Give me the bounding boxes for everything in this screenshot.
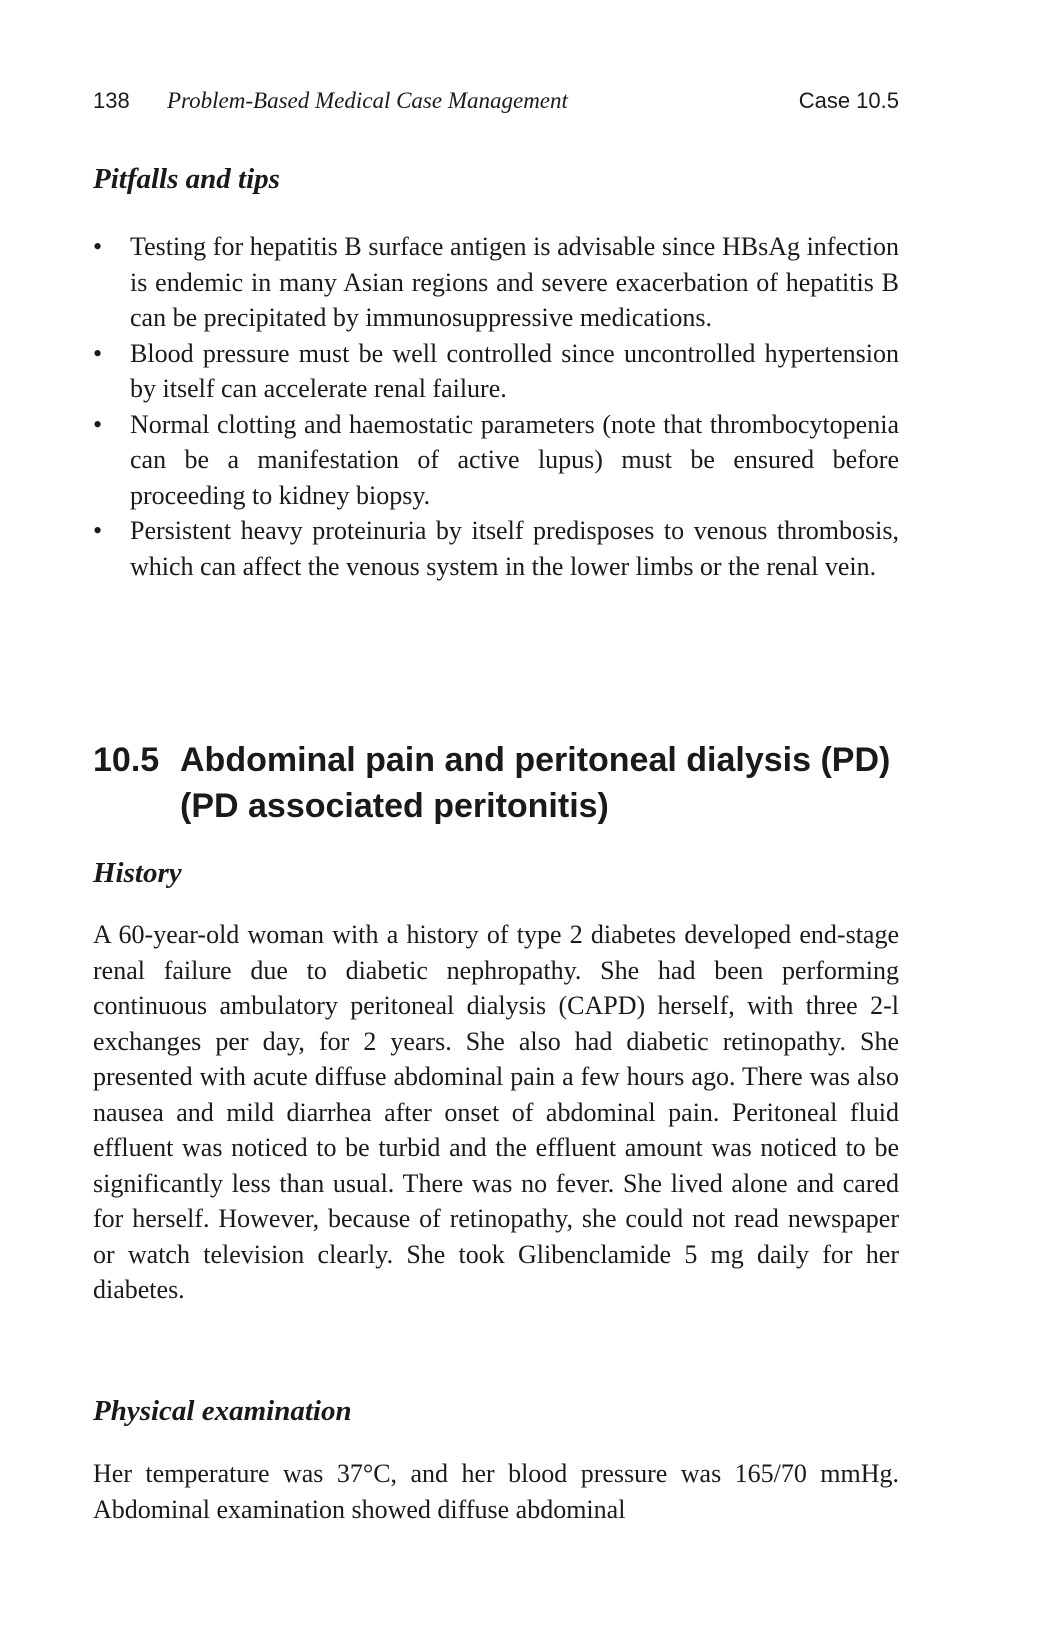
physical-exam-heading: Physical examination (93, 1395, 352, 1427)
case-label: Case 10.5 (798, 88, 899, 113)
pitfall-item (93, 336, 899, 407)
bullet-icon: • (93, 232, 103, 261)
pitfall-item (93, 407, 899, 514)
pitfalls-list (93, 229, 899, 584)
pitfall-text: Blood pressure must be well controlled since uncontrolled hypertension by itself can accelerate renal failure. (130, 338, 899, 403)
pitfall-item (93, 229, 899, 336)
pitfall-item (93, 513, 899, 584)
history-heading: History (93, 857, 182, 889)
bullet-icon: • (93, 338, 103, 368)
pitfall-text: Persistent heavy proteinuria by itself predisposes to venous thrombosis, which can affect the venous system in the lower limbs or the renal vein. (130, 516, 899, 581)
bullet-icon: • (93, 409, 103, 439)
book-title: Problem-Based Medical Case Management (167, 88, 568, 113)
pitfall-text: Normal clotting and haemostatic parameters (note that thrombocytopenia can be a manifestation of active lupus) must be ensured before proceeding to kidney biopsy. (130, 409, 899, 510)
section-number: 10.5 (93, 741, 160, 779)
history-paragraph: A 60-year-old woman with a history of type 2 diabetes developed end-stage renal failure due to diabetic nephropathy. She had been performing continuous ambulatory peritoneal dialysis (CAPD) herself, with three 2-l exchanges per day, for 2 years. She also had diabetic retinopathy. She presented with acute diffuse abdominal pain a few hours ago. There was also nausea and mild diarrhea after onset of abdominal pain. Peritoneal fluid effluent was noticed to be turbid and the effluent amount was noticed to be significantly less than usual. There was no fever. She lived alone and cared for herself. However, because of retinopathy, she could not read newspaper or watch television clearly. She took Glibenclamide 5 mg daily for her diabetes. (93, 920, 899, 1304)
physical-exam-paragraph: Her temperature was 37°C, and her blood pressure was 165/70 mmHg. Abdominal examination showed diffuse abdominal (93, 1459, 899, 1524)
running-head (93, 88, 899, 122)
page-number: 138 (93, 88, 130, 113)
pitfalls-heading: Pitfalls and tips (93, 163, 280, 195)
pitfall-text: Testing for hepatitis B surface antigen is advisable since HBsAg infection is endemic in many Asian regions and severe exacerbation of hepatitis B can be precipitated by immunosuppressive medications. (130, 232, 899, 332)
bullet-icon: • (93, 516, 103, 545)
section-title: Abdominal pain and peritoneal dialysis (PD) (PD associated peritonitis) (180, 741, 891, 825)
